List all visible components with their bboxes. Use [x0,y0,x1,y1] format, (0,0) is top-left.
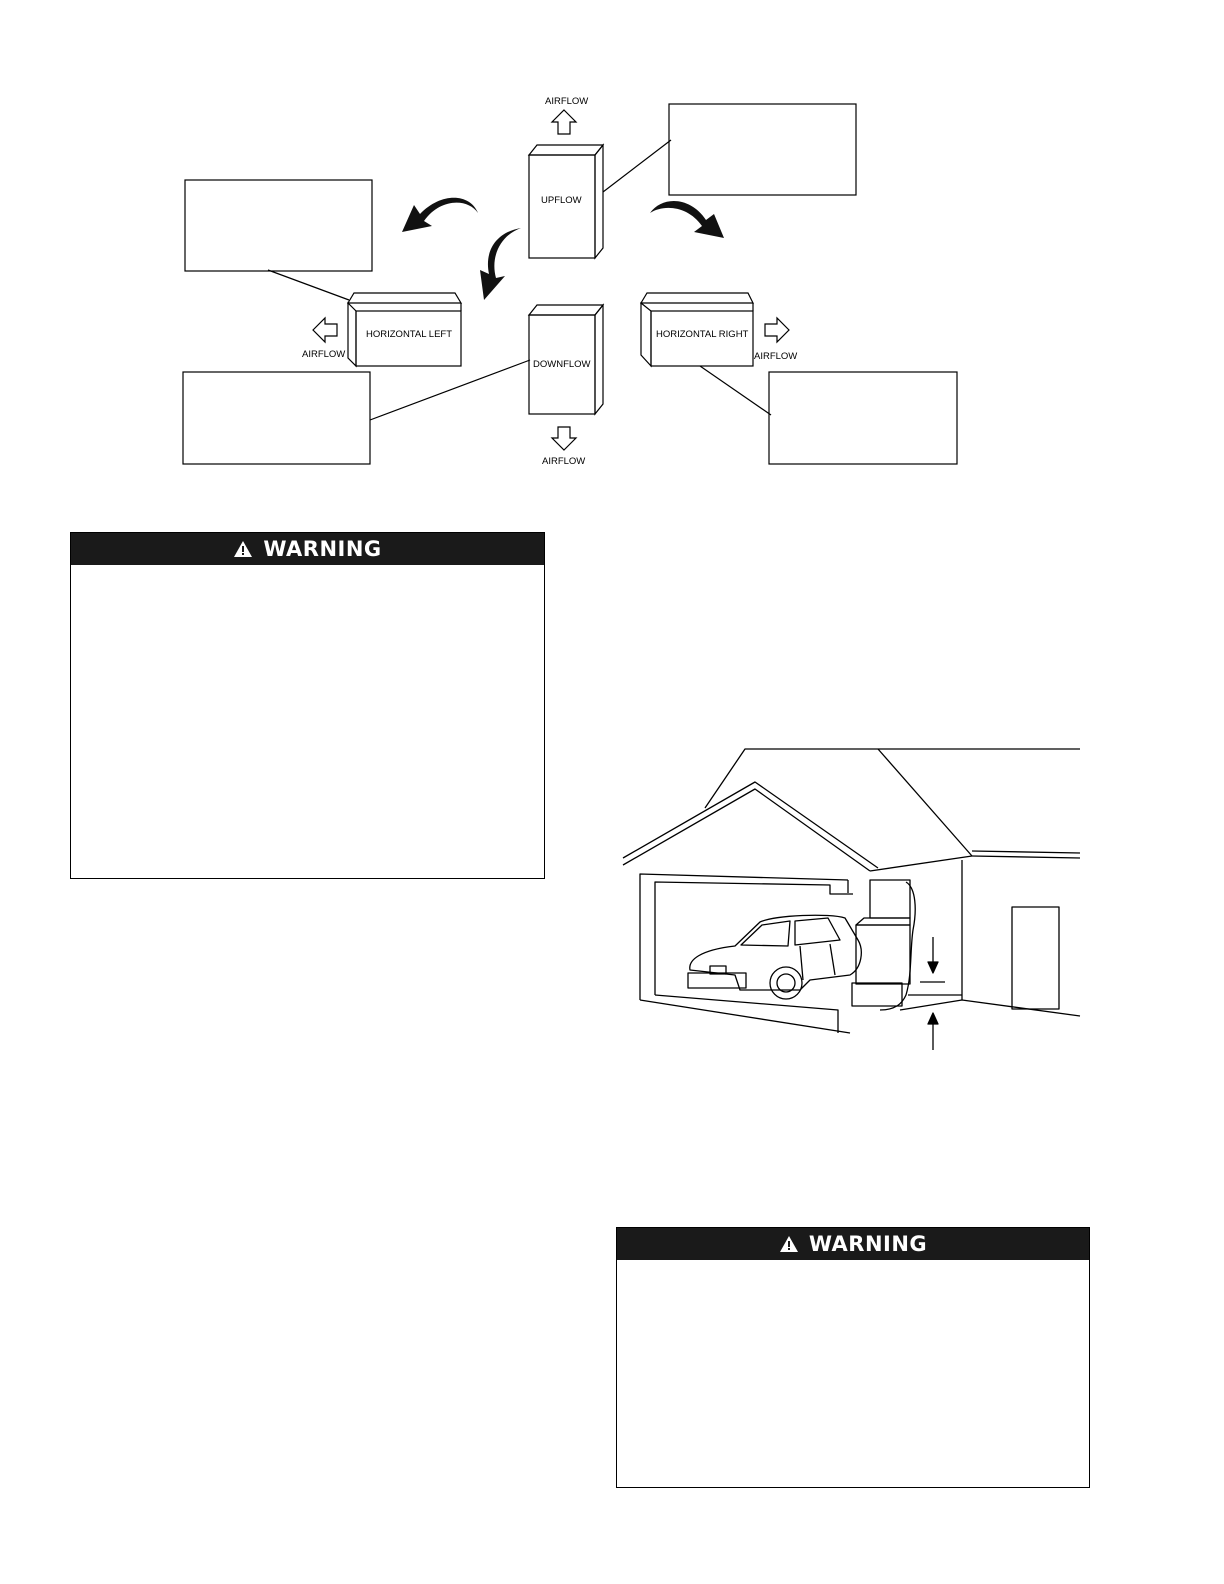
airflow-label-right: AIRFLOW [754,351,798,362]
callout-box-upper-left [185,180,372,271]
callout-box-upper-right [669,104,856,195]
upflow-label: UPFLOW [541,195,582,206]
airflow-right-arrow [765,318,789,342]
warning-triangle-icon [779,1235,799,1253]
airflow-label-top: AIRFLOW [545,96,589,107]
warning-header-2 [617,1228,1089,1260]
warning-box-2 [616,1227,1090,1488]
warning-title-2: WARNING [808,1232,928,1256]
garage-installation-illustration [600,740,1090,1055]
warning-triangle-icon [233,540,253,558]
rotate-arrow-upper-right [650,201,724,238]
callout-box-lower-right [769,372,957,464]
warning-box-1 [70,532,545,879]
warning-header-1 [71,533,544,565]
warning-title-1: WARNING [263,537,382,561]
furnace-orientation-diagram [0,0,1224,480]
airflow-left-arrow [313,318,337,342]
callout-box-lower-left [183,372,370,464]
car-drawing [688,915,861,999]
airflow-down-arrow [552,427,576,450]
airflow-label-bottom: AIRFLOW [542,456,586,467]
horizontal-right-label: HORIZONTAL RIGHT [656,329,749,340]
airflow-up-arrow [552,110,576,134]
rotate-arrow-down-left [480,228,521,300]
airflow-label-left: AIRFLOW [302,349,346,360]
rotate-arrow-upper-left [402,198,478,232]
horizontal-left-label: HORIZONTAL LEFT [366,329,453,340]
downflow-label: DOWNFLOW [533,359,591,370]
